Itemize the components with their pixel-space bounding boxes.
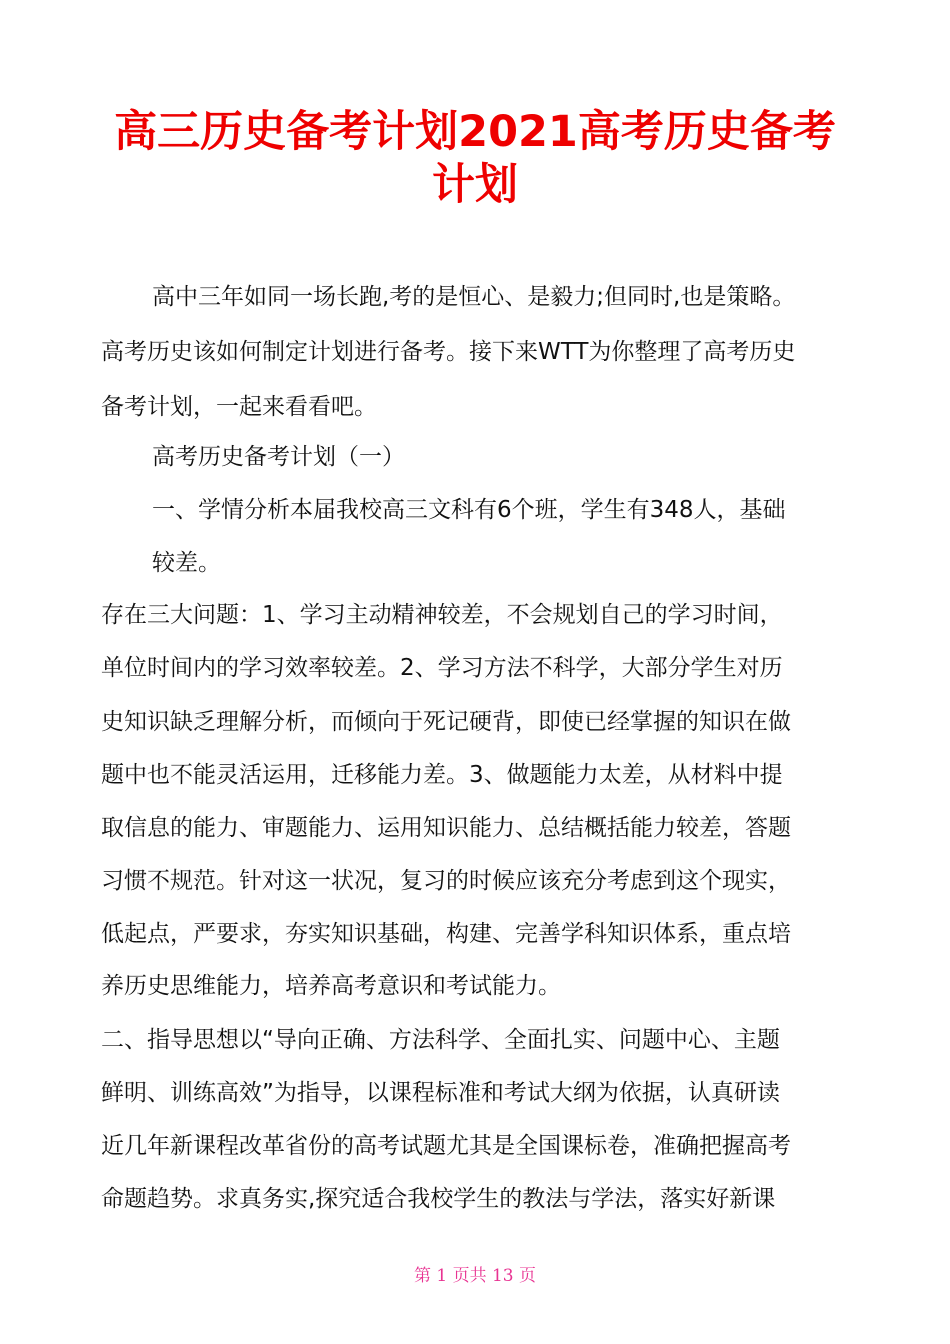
problems-line-1: 存在三大问题：1、学习主动精神较差，不会规划自己的学习时间， (101, 602, 783, 628)
intro-line-2: 高考历史该如何制定计划进行备考。接下来WTT为你整理了高考历史 (101, 339, 796, 365)
guidance-line-3: 近几年新课程改革省份的高考试题尤其是全国课标卷，准确把握高考 (101, 1133, 791, 1159)
guidance-line-4: 命题趋势。求真务实,探究适合我校学生的教法与学法，落实好新课 (101, 1186, 776, 1212)
problems-line-3: 史知识缺乏理解分析，而倾向于死记硬背，即使已经掌握的知识在做 (101, 709, 791, 735)
document-title-line-2: 计划 (432, 160, 518, 210)
intro-line-3: 备考计划，一起来看看吧。 (101, 394, 377, 420)
intro-line-1: 高中三年如同一场长跑,考的是恒心、是毅力;但同时,也是策略。 (152, 284, 796, 310)
problems-line-5: 取信息的能力、审题能力、运用知识能力、总结概括能力较差，答题 (101, 815, 791, 841)
guidance-line-2: 鲜明、训练高效”为指导，以课程标准和考试大纲为依据，认真研读 (101, 1080, 780, 1106)
problems-line-6: 习惯不规范。针对这一状况，复习的时候应该充分考虑到这个现实， (101, 868, 791, 894)
page-footer: 第 1 页共 13 页 (413, 1266, 537, 1286)
analysis-line-1: 一、学情分析本届我校高三文科有6个班，学生有348人，基础 (152, 497, 786, 523)
analysis-line-2: 较差。 (152, 550, 221, 576)
problems-line-7: 低起点，严要求，夯实知识基础，构建、完善学科知识体系，重点培 (101, 921, 791, 947)
document-title-line-1: 高三历史备考计划2021高考历史备考 (114, 107, 836, 157)
problems-line-4: 题中也不能灵活运用，迁移能力差。3、做题能力太差，从材料中提 (101, 762, 783, 788)
guidance-line-1: 二、指导思想以“导向正确、方法科学、全面扎实、问题中心、主题 (101, 1027, 780, 1053)
section-heading-plan-1: 高考历史备考计划（一） (152, 444, 405, 470)
problems-line-2: 单位时间内的学习效率较差。2、学习方法不科学，大部分学生对历 (101, 655, 783, 681)
problems-line-8: 养历史思维能力，培养高考意识和考试能力。 (101, 973, 561, 999)
